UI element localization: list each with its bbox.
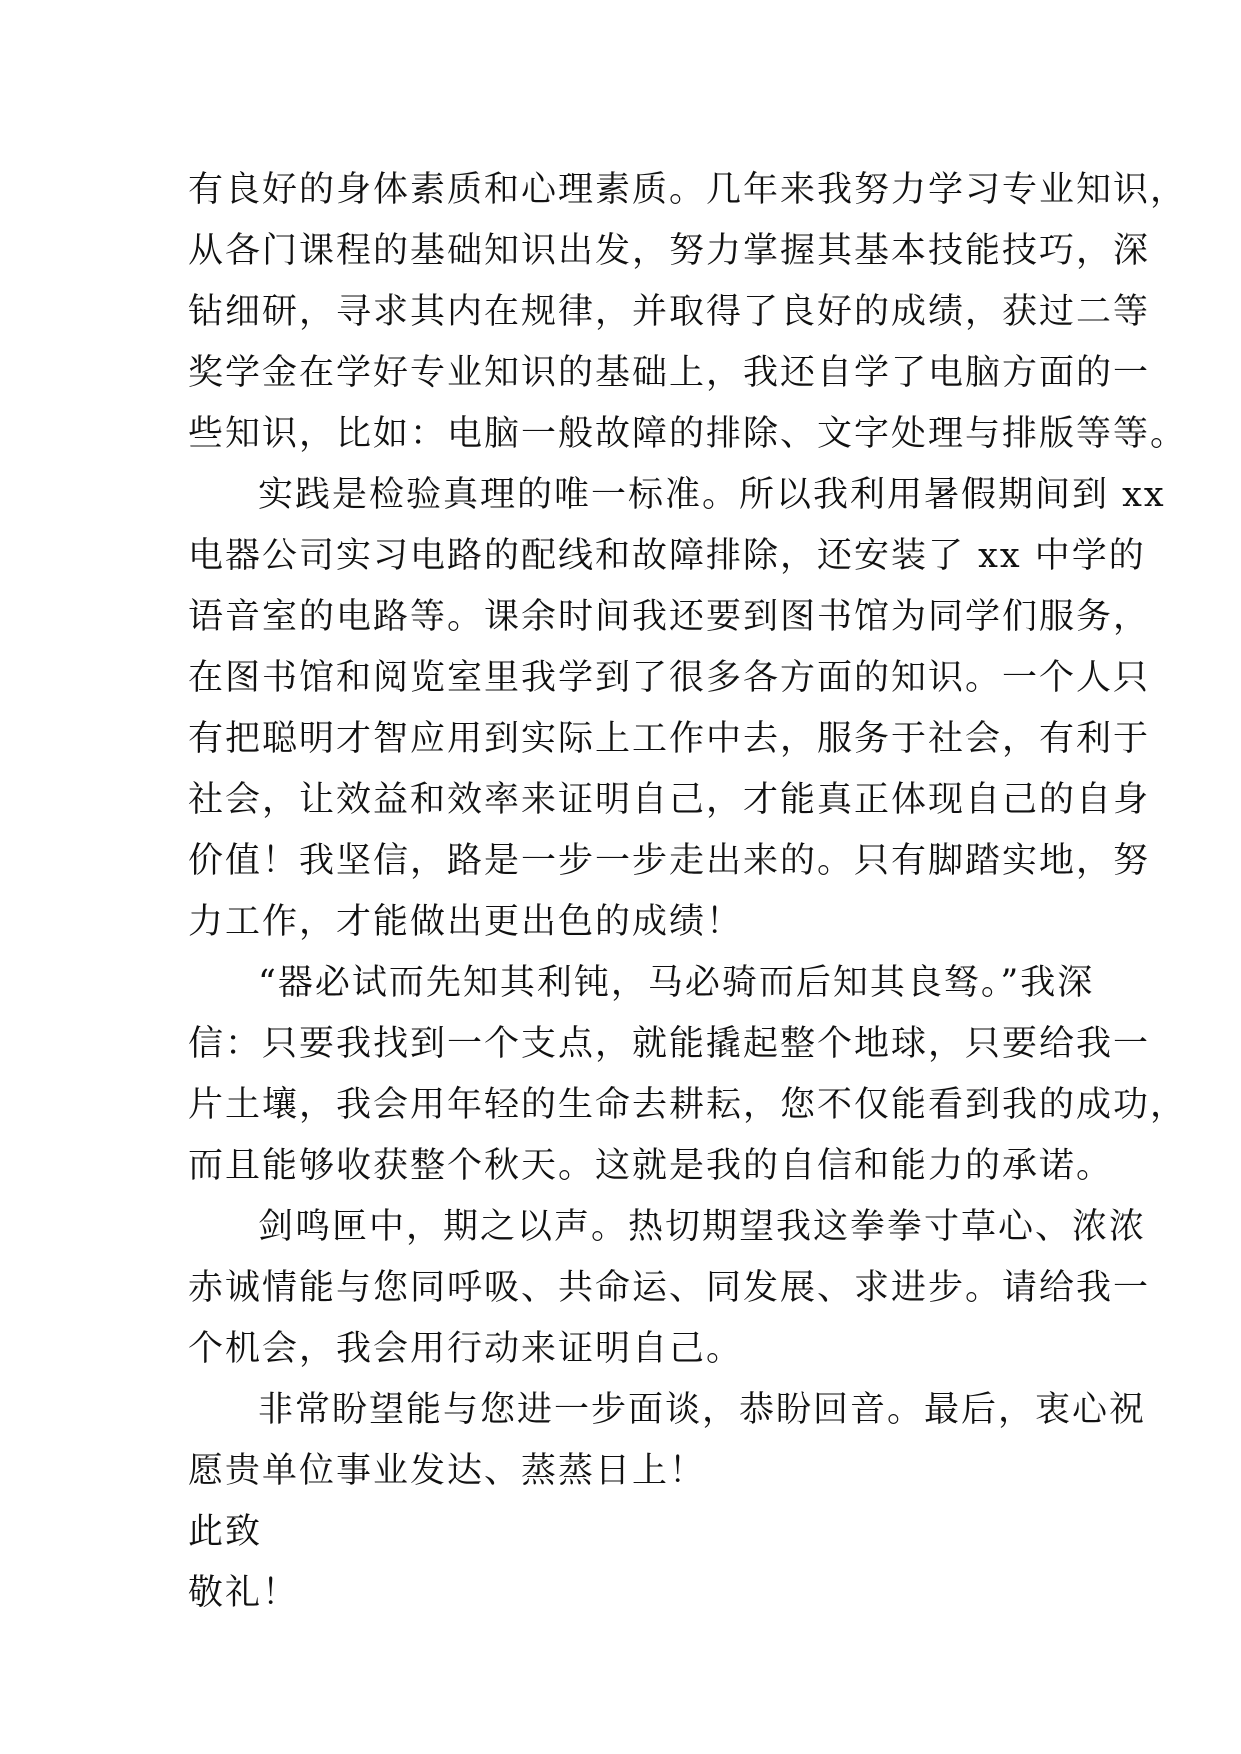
closing-line: 此致: [188, 1512, 263, 1552]
text-line: 个机会，我会用行动来证明自己。: [188, 1329, 744, 1369]
text-line: 社会，让效益和效率来证明自己，才能真正体现自己的自身: [188, 780, 1151, 820]
text-line: 奖学金在学好专业知识的基础上，我还自学了电脑方面的一: [188, 353, 1151, 393]
paragraph-start-line: 非常盼望能与您进一步面谈，恭盼回音。最后，衷心祝: [258, 1390, 1147, 1430]
text-line: 赤诚情能与您同呼吸、共命运、同发展、求进步。请给我一: [188, 1268, 1151, 1308]
text-line: 片土壤，我会用年轻的生命去耕耘，您不仅能看到我的成功，: [188, 1085, 1188, 1125]
text-line: 而且能够收获整个秋天。这就是我的自信和能力的承诺。: [188, 1146, 1114, 1186]
text-line: 从各门课程的基础知识出发，努力掌握其基本技能技巧，深: [188, 231, 1151, 271]
text-line: 些知识，比如：电脑一般故障的排除、文字处理与排版等等。: [188, 414, 1188, 454]
paragraph-start-line: 实践是检验真理的唯一标准。所以我利用暑假期间到 xx: [258, 475, 1166, 515]
text-line: 价值！我坚信，路是一步一步走出来的。只有脚踏实地，努: [188, 841, 1151, 881]
text-line: 在图书馆和阅览室里我学到了很多各方面的知识。一个人只: [188, 658, 1151, 698]
paragraph-start-line: “器必试而先知其利钝，马必骑而后知其良驽。”我深: [258, 963, 1095, 1003]
salutation-line: 敬礼！: [188, 1573, 300, 1613]
text-line: 有把聪明才智应用到实际上工作中去，服务于社会，有利于: [188, 719, 1151, 759]
text-line: 力工作，才能做出更出色的成绩！: [188, 902, 744, 942]
text-line: 愿贵单位事业发达、蒸蒸日上！: [188, 1451, 707, 1491]
letter-body: [188, 160, 1188, 1624]
text-line: 有良好的身体素质和心理素质。几年来我努力学习专业知识，: [188, 170, 1188, 210]
text-line: 信：只要我找到一个支点，就能撬起整个地球，只要给我一: [188, 1024, 1151, 1064]
text-line: 电器公司实习电路的配线和故障排除，还安装了 xx 中学的: [188, 536, 1146, 576]
text-line: 语音室的电路等。课余时间我还要到图书馆为同学们服务，: [188, 597, 1151, 637]
text-line: 钻细研，寻求其内在规律，并取得了良好的成绩，获过二等: [188, 292, 1151, 332]
paragraph-start-line: 剑鸣匣中，期之以声。热切期望我这拳拳寸草心、浓浓: [258, 1207, 1147, 1247]
